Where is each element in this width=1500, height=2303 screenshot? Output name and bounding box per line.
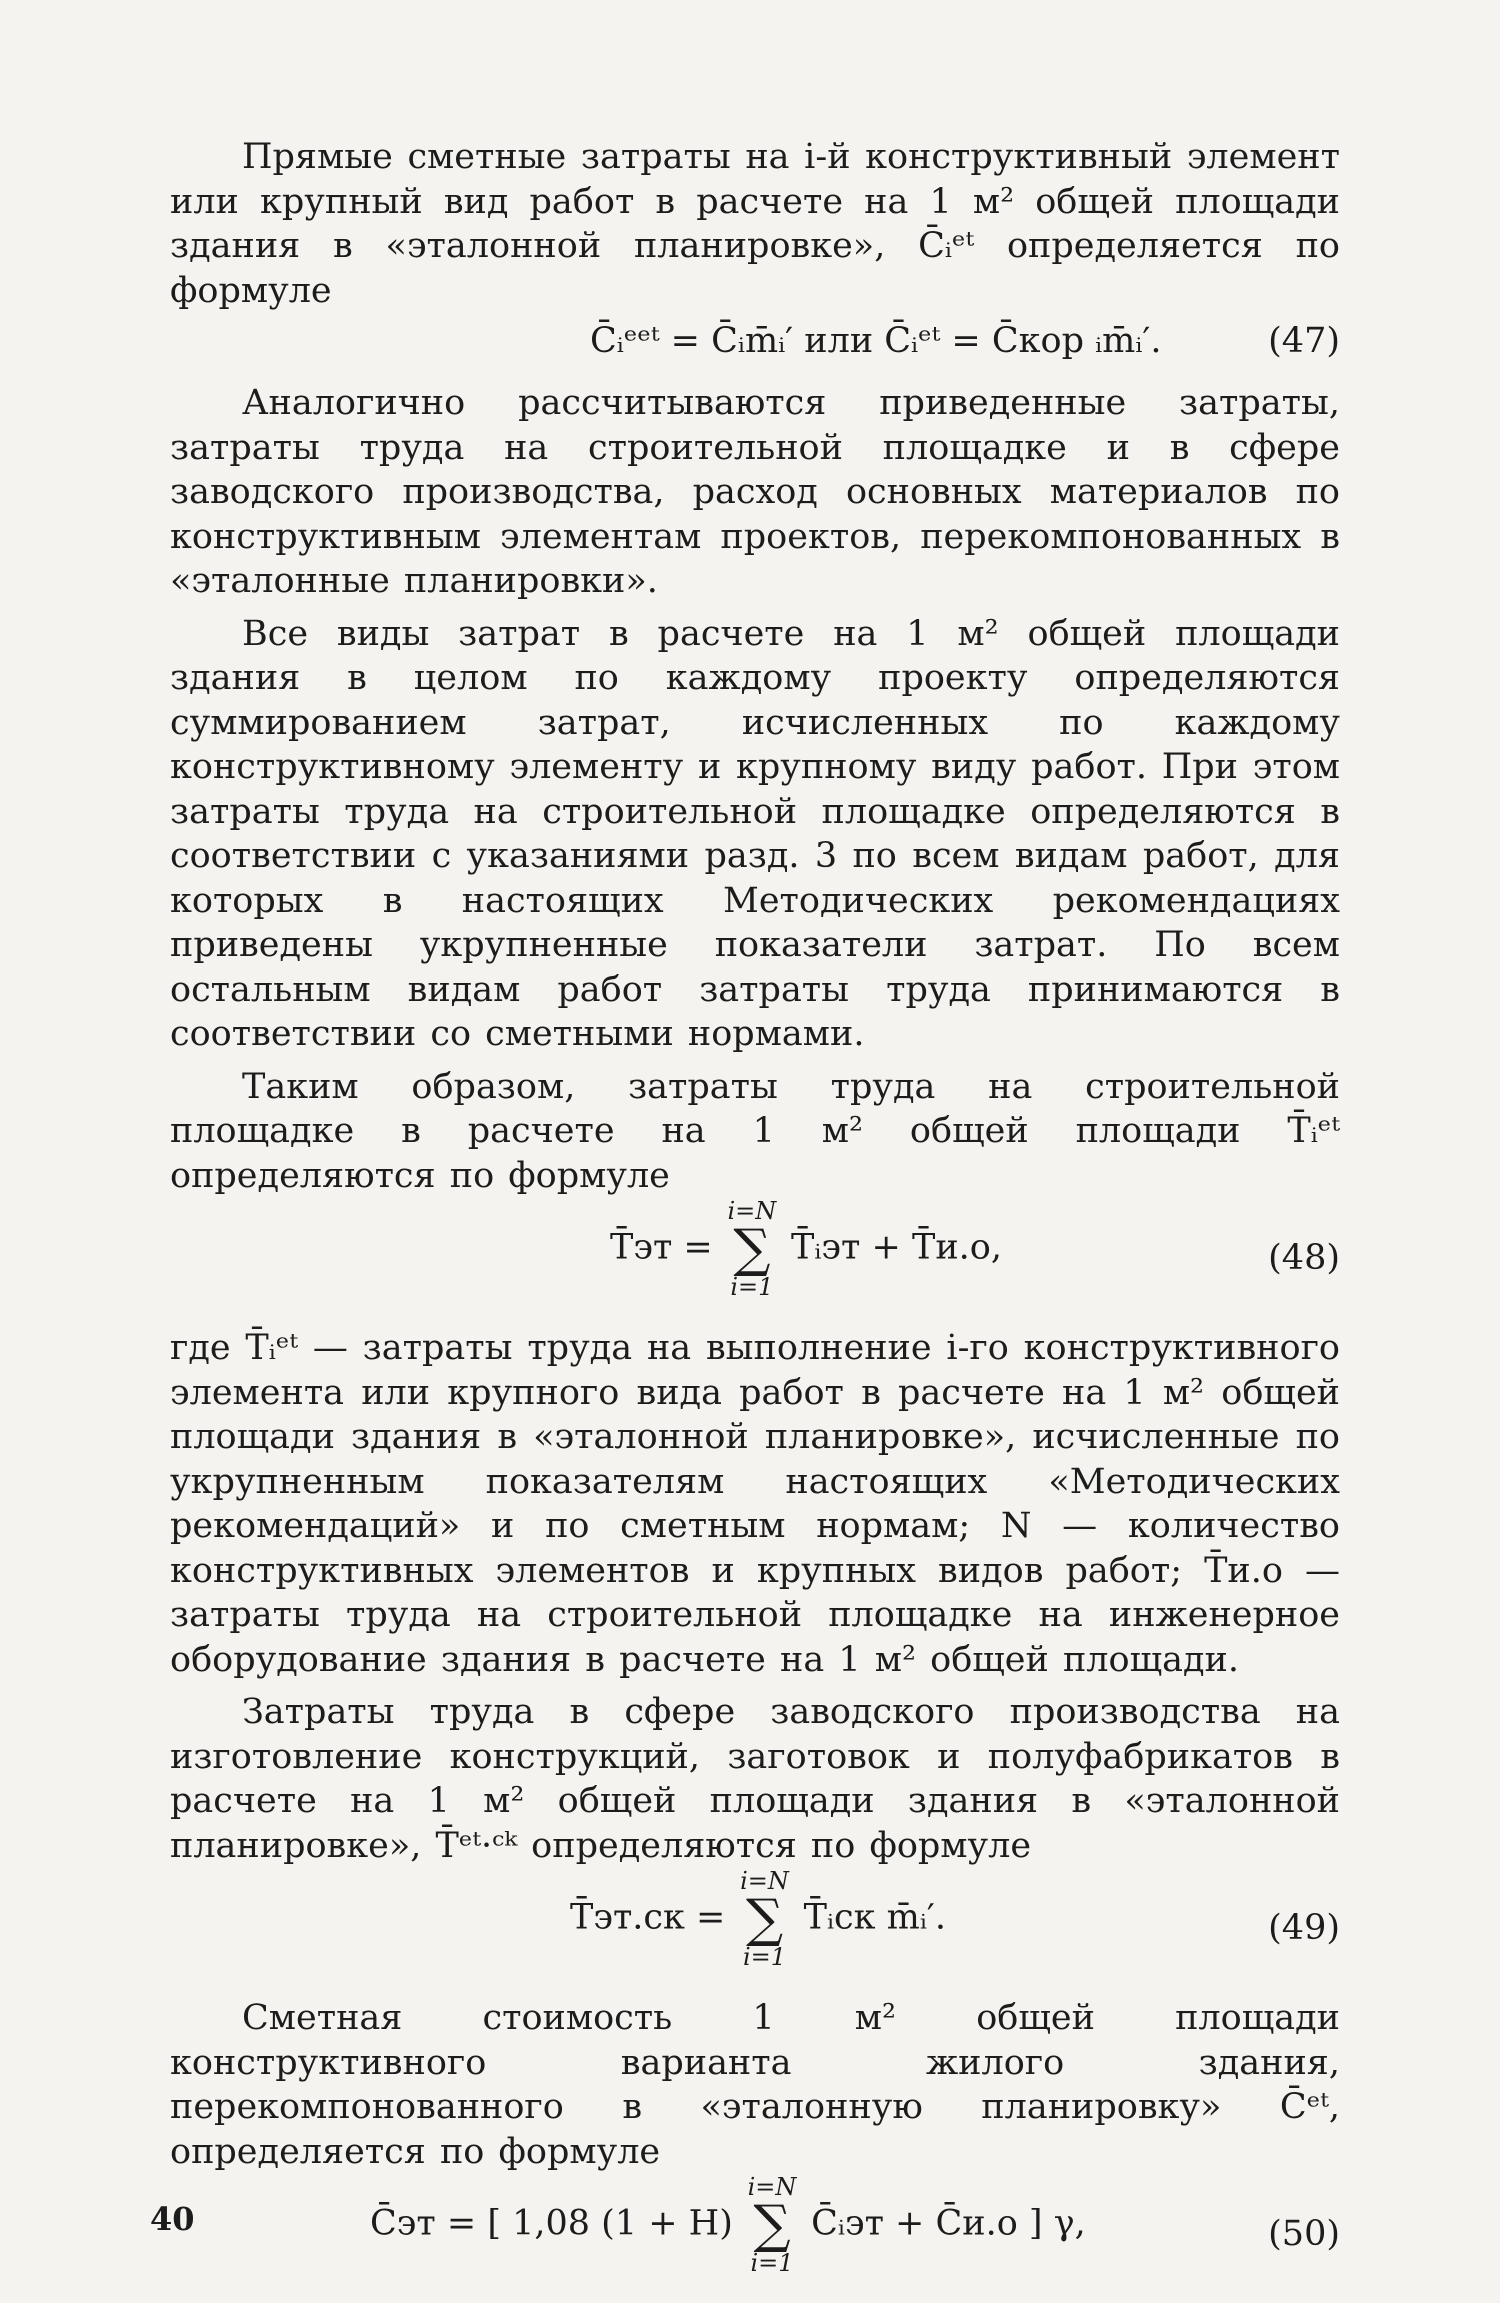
formula-48 bbox=[170, 1198, 1340, 1318]
sum-lower-limit: i=1 bbox=[750, 2249, 794, 2277]
formula-49 bbox=[170, 1868, 1340, 1988]
formula-48-rhs: T̄ᵢэт + T̄и.о, bbox=[791, 1227, 1002, 1268]
sum-sign: i=N ∑ i=1 bbox=[737, 1868, 793, 1970]
sum-lower-limit: i=1 bbox=[742, 1943, 787, 1971]
sum-sign: i=N ∑ i=1 bbox=[724, 1198, 780, 1300]
formula-48-lhs: T̄эт = bbox=[610, 1227, 713, 1268]
paragraph-3: Все виды затрат в расчете на 1 м² общей площади здания в целом по каждому проекту определяются суммированием затрат, исчисленных по каждому конструктивному элементу и крупному виду работ. При этом затраты труда на строительной площадке определяются в соответствии с указаниями разд. 3 по всем видам работ, для которых в настоящих Методических рекомендациях приведены укрупненные показатели затрат. По всем остальным видам работ затраты труда принимаются в соответствии со сметными нормами. bbox=[170, 613, 1340, 1054]
formula-50-number: (50) bbox=[1268, 2214, 1340, 2254]
paragraph-4: Таким образом, затраты труда на строительной площадке в расчете на 1 м² общей площади T̄ᵢᵉᵗ определяются по формуле bbox=[170, 1066, 1340, 1196]
paragraph-2: Аналогично рассчитываются приведенные затраты, затраты труда на строительной площадке и в сфере заводского производства, расход основных материалов по конструктивным элементам проектов, перекомпонованных в «эталонные планировки». bbox=[170, 383, 1340, 601]
paragraph-1: Прямые сметные затраты на i-й конструктивный элемент или крупный вид работ в расчете на 1 м² общей площади здания в «эталонной планировке», C̄ᵢᵉᵗ определяется по формуле bbox=[170, 137, 1340, 311]
formula-47-number: (47) bbox=[1268, 321, 1340, 361]
paragraph-6: Затраты труда в сфере заводского производства на изготовление конструкций, заготовок и полуфабрикатов в расчете на 1 м² общей площади здания в «эталонной планировке», T̄ᵉᵗ·ᶜᵏ определяются по формуле bbox=[170, 1692, 1340, 1866]
sum-upper-limit: i=N bbox=[740, 1867, 789, 1895]
formula-49-rhs: T̄ᵢск m̄ᵢ′. bbox=[803, 1897, 946, 1938]
page-number: 40 bbox=[150, 2200, 195, 2238]
formula-50-lhs: C̄эт = bbox=[370, 2203, 477, 2244]
paragraph-7: Сметная стоимость 1 м² общей площади конструктивного варианта жилого здания, перекомпонованного в «эталонную планировку» C̄ᵉᵗ, определяется по формуле bbox=[170, 1998, 1340, 2172]
formula-48-number: (48) bbox=[1268, 1238, 1340, 1278]
formula-50 bbox=[170, 2174, 1340, 2294]
page-body bbox=[170, 135, 1340, 2294]
sum-upper-limit: i=N bbox=[727, 1197, 777, 1225]
paragraph-5: где T̄ᵢᵉᵗ — затраты труда на выполнение i-го конструктивного элемента или крупного вида работ в расчете на 1 м² общей площади здания в «эталонной планировке», исчисленные по укрупненным показателям настоящих «Методических рекомендаций» и по сметным нормам; N — количество конструктивных элементов и крупных видов работ; T̄и.о — затраты труда на строительной площадке на инженерное оборудование здания в расчете на 1 м² общей площади. bbox=[170, 1328, 1340, 1680]
formula-49-lhs: T̄эт.ск = bbox=[570, 1897, 726, 1938]
formula-47-body: C̄ᵢᵉᵉᵗ = C̄ᵢm̄ᵢ′ или C̄ᵢᵉᵗ = C̄кор ᵢm̄ᵢ′. bbox=[590, 321, 1162, 361]
sum-sign: i=N ∑ i=1 bbox=[744, 2174, 800, 2276]
formula-50-pre: [ 1,08 (1 + H) bbox=[487, 2203, 733, 2244]
sum-upper-limit: i=N bbox=[747, 2173, 797, 2201]
sum-lower-limit: i=1 bbox=[730, 1273, 774, 1301]
formula-50-rhs: C̄ᵢэт + C̄и.о ] γ, bbox=[811, 2203, 1086, 2244]
formula-49-number: (49) bbox=[1268, 1908, 1340, 1948]
formula-47 bbox=[170, 313, 1340, 381]
